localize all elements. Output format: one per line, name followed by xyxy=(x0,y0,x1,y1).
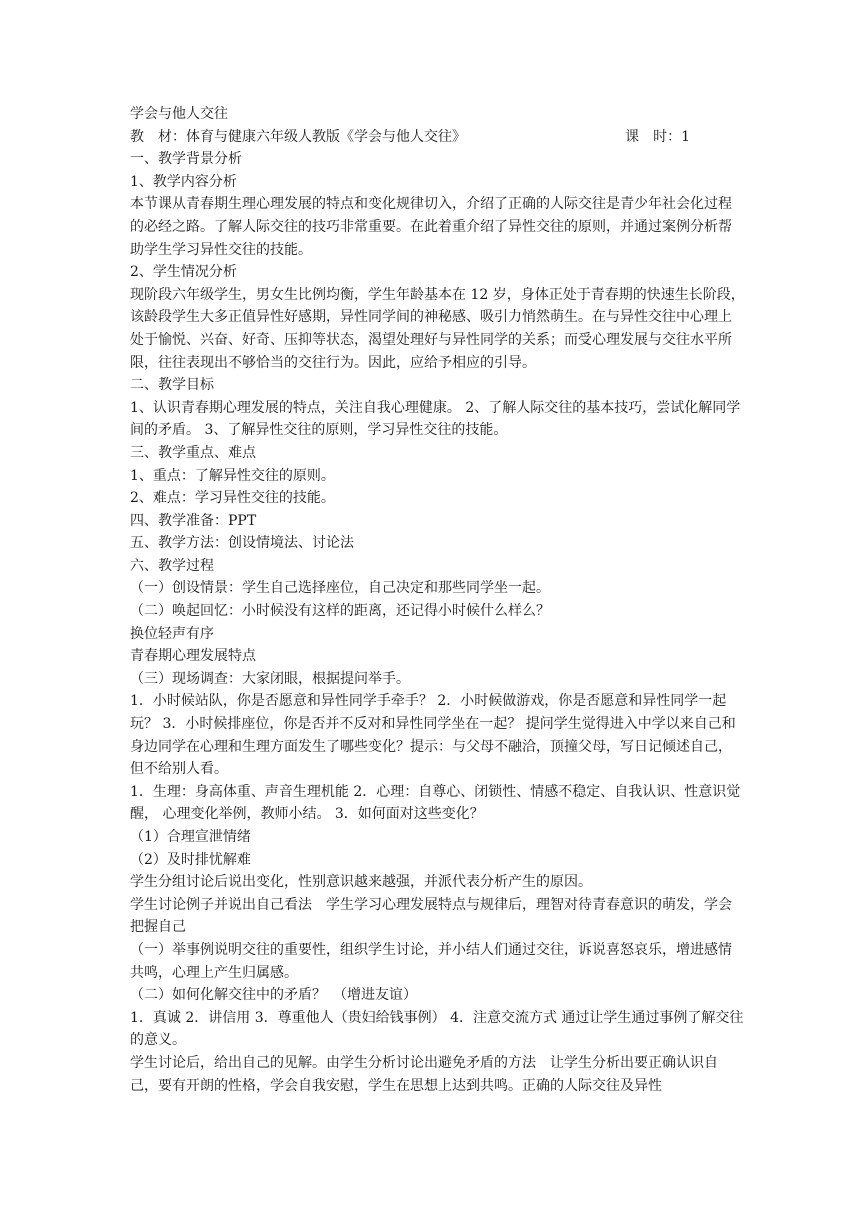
paragraph: 现阶段六年级学生，男女生比例均衡，学生年龄基本在 12 岁，身体正处于青春期的快速生长阶段，该龄段学生大多正值异性好感期，异性同学间的神秘感、吸引力悄然萌生。在与异性交往中心理上处于愉悦、兴奋、好奇、压抑等状态，渴望处理好与异性同学的关系；而受心理发展与交往水平所限，往往表现出不够恰当的交往行为。因此，应给予相应的引导。 xyxy=(130,286,745,371)
paragraph: （三）现场调查：大家闭眼，根据提问举手。 xyxy=(130,670,410,687)
paragraph: 二、教学目标 xyxy=(130,377,214,394)
paragraph: 五、教学方法：创设情境法、讨论法 xyxy=(130,535,354,552)
paragraph: （二）如何化解交往中的矛盾？ （增进友谊） xyxy=(130,987,417,1004)
paragraph: 学生分组讨论后说出变化，性别意识越来越强，并派代表分析产生的原因。 xyxy=(130,874,592,891)
paragraph: 六、教学过程 xyxy=(130,557,214,574)
paragraph: 1．生理：身高体重、声音生理机能 2．心理：自尊心、闭锁性、情感不稳定、自我认识、性意识觉醒， 心理变化举例，教师小结。 3．如何面对这些变化？ xyxy=(130,783,741,823)
paragraph: （一）创设情景：学生自己选择座位，自己决定和那些同学坐一起。 xyxy=(130,580,550,597)
paragraph: 2、学生情况分析 xyxy=(130,264,237,281)
paragraph: （1）合理宣泄情绪 xyxy=(130,829,251,845)
paragraph: 1、重点：了解异性交往的原则。 xyxy=(130,467,335,484)
paragraph: 学生讨论例子并说出自己看法 学生学习心理发展特点与规律后，理智对待青春意识的萌发，学会把握自己 xyxy=(130,896,732,936)
paragraph: 本节课从青春期生理心理发展的特点和变化规律切入，介绍了正确的人际交往是青少年社会化过程的必经之路。了解人际交往的技巧非常重要。在此着重介绍了异性交往的原则，并通过案例分析帮助学生学习异性交往的技能。 xyxy=(130,196,732,258)
paragraph: （一）举事例说明交往的重要性，组织学生讨论，并小结人们通过交往，诉说喜怒哀乐，增进感情共鸣，心理上产生归属感。 xyxy=(130,941,732,981)
paragraph: 四、教学准备：PPT xyxy=(130,512,257,529)
material-text: 教 材：体育与健康六年级人教版《学会与他人交往》 xyxy=(130,128,466,145)
paragraph: （2）及时排忧解难 xyxy=(130,851,251,868)
document-title: 学会与他人交往 xyxy=(130,106,228,122)
material-line xyxy=(130,126,745,149)
paragraph: 三、教学重点、难点 xyxy=(130,444,256,461)
paragraph: 1．小时候站队，你是否愿意和异性同学手牵手？ 2．小时候做游戏，你是否愿意和异性同学一起玩？ 3．小时候排座位，你是否并不反对和异性同学坐在一起？ 提问学生觉得进入中学以来自己和身边同学在心理和生理方面发生了哪些变化？提示：与父母不融洽，顶撞父母，写日记倾述自己，但不给别人看。 xyxy=(130,693,736,778)
paragraph: 青春期心理发展特点 xyxy=(130,648,256,665)
paragraph: 2、难点：学习异性交往的技能。 xyxy=(130,490,335,507)
paragraph: 1、教学内容分析 xyxy=(130,173,237,190)
paragraph: （二）唤起回忆：小时候没有这样的距离，还记得小时候什么样么？ xyxy=(130,603,550,620)
body-paragraphs xyxy=(130,148,745,1097)
paragraph: 一、教学背景分析 xyxy=(130,151,242,168)
document-page xyxy=(130,103,745,1097)
paragraph: 1．真诚 2．讲信用 3．尊重他人（贵妇给钱事例） 4．注意交流方式 通过让学生通过事例了解交往的意义。 xyxy=(130,1009,744,1049)
paragraph: 换位轻声有序 xyxy=(130,625,214,642)
class-hours-text: 课 时：1 xyxy=(625,128,690,145)
paragraph: 学生讨论后，给出自己的见解。由学生分析讨论出避免矛盾的方法 让学生分析出要正确认识自己，要有开朗的性格，学会自我安慰，学生在思想上达到共鸣。正确的人际交往及异性 xyxy=(130,1054,718,1094)
paragraph: 1、认识青春期心理发展的特点，关注自我心理健康。 2、了解人际交往的基本技巧，尝试化解同学间的矛盾。 3、了解异性交往的原则，学习异性交往的技能。 xyxy=(130,399,741,439)
